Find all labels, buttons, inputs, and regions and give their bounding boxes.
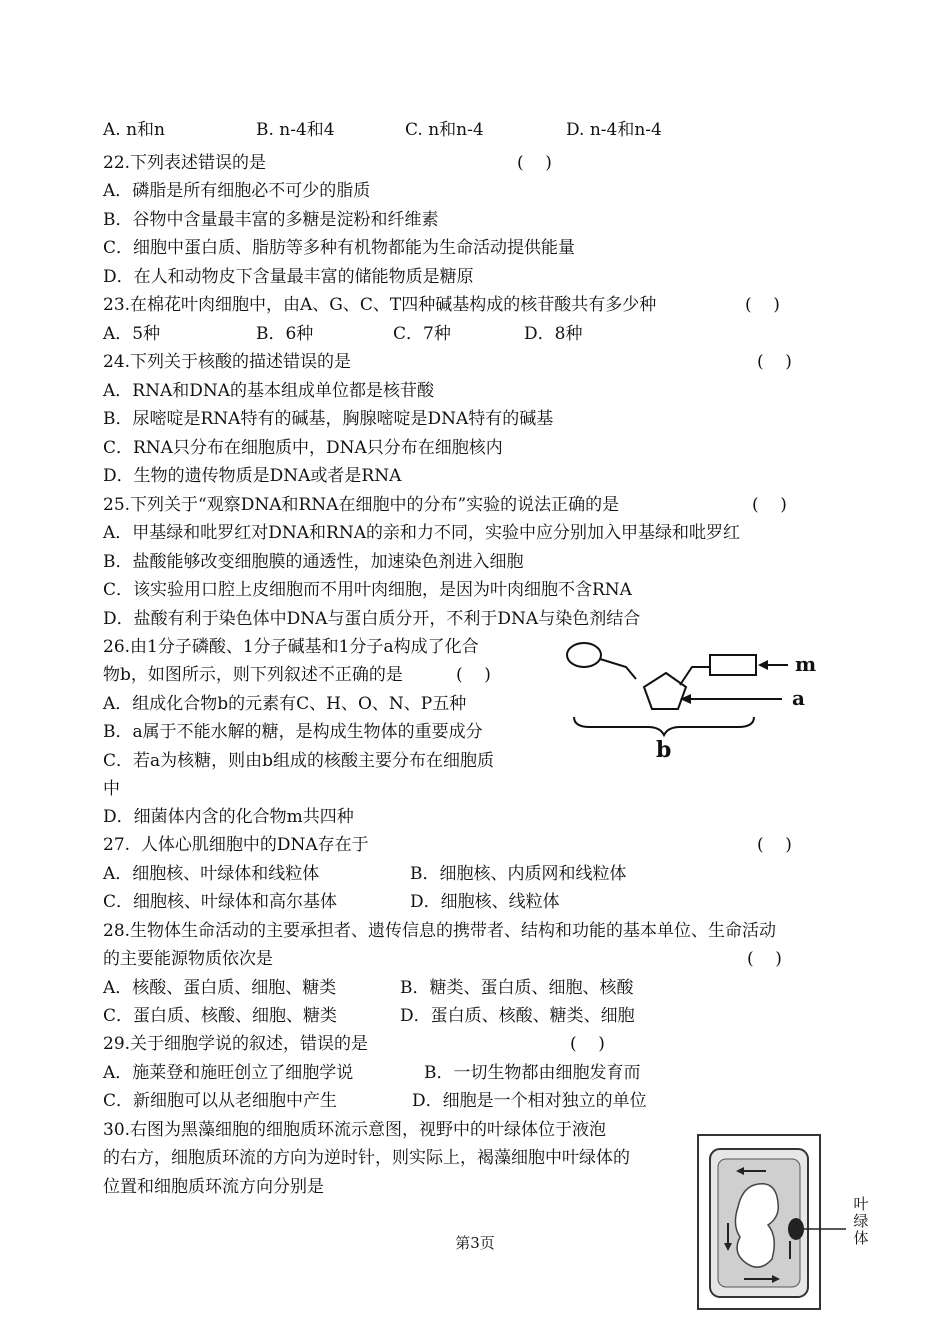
q29-option-c: C．新细胞可以从老细胞中产生 <box>103 1091 338 1111</box>
q26-stem-line1: 26.由1分子磷酸、1分子碱基和1分子a构成了化合 <box>103 637 479 657</box>
q27-option-d: D．细胞核、线粒体 <box>410 892 560 912</box>
q21-option-a: A. n和n <box>103 120 165 140</box>
base-bond <box>680 667 710 685</box>
q27-option-a: A．细胞核、叶绿体和线粒体 <box>103 864 320 884</box>
q30-line3: 位置和细胞质环流方向分别是 <box>103 1177 324 1197</box>
q30-line1: 30.右图为黑藻细胞的细胞质环流示意图，视野中的叶绿体位于液泡 <box>103 1120 607 1140</box>
q21-option-b: B. n-4和4 <box>256 120 335 140</box>
q23-option-a: A．5种 <box>103 324 161 344</box>
chloroplast-label: 叶绿体 <box>853 1195 869 1247</box>
q26-option-d: D．细菌体内含的化合物m共四种 <box>103 807 354 827</box>
label-a: a <box>792 686 805 710</box>
q28-stem-line1: 28.生物体生命活动的主要承担者、遗传信息的携带者、结构和功能的基本单位、生命活动 <box>103 921 777 941</box>
q22-stem: 22.下列表述错误的是 <box>103 153 267 173</box>
q26-option-a: A．组成化合物b的元素有C、H、O、N、P五种 <box>103 694 467 714</box>
q21-option-d: D. n-4和n-4 <box>566 120 662 140</box>
q25-option-b: B．盐酸能够改变细胞膜的通透性，加速染色剂进入细胞 <box>103 552 524 572</box>
nucleotide-diagram <box>560 635 850 765</box>
q28-stem-line2: 的主要能源物质依次是 <box>103 949 273 969</box>
cell-cyclosis-diagram <box>696 1133 876 1313</box>
q23-option-c: C．7种 <box>393 324 451 344</box>
q23-answer-paren: ( ) <box>745 295 780 315</box>
m-arrow-head <box>758 660 768 670</box>
q24-option-b: B．尿嘧啶是RNA特有的碱基，胸腺嘧啶是DNA特有的碱基 <box>103 409 554 429</box>
q27-option-c: C．细胞核、叶绿体和高尔基体 <box>103 892 338 912</box>
a-arrow-head <box>680 694 691 704</box>
q22-answer-paren: ( ) <box>517 153 552 173</box>
q27-stem: 27. 人体心肌细胞中的DNA存在于 <box>103 835 369 855</box>
q21-option-c: C. n和n-4 <box>405 120 484 140</box>
q26-stem-line2: 物b，如图所示，则下列叙述不正确的是 <box>103 665 403 685</box>
q27-option-b: B．细胞核、内质网和线粒体 <box>410 864 627 884</box>
label-m: m <box>795 652 817 676</box>
q25-option-a: A．甲基绿和吡罗红对DNA和RNA的亲和力不同，实验中应分别加入甲基绿和吡罗红 <box>103 523 741 543</box>
q25-option-d: D．盐酸有利于染色体中DNA与蛋白质分开，不利于DNA与染色剂结合 <box>103 609 641 629</box>
q24-option-a: A．RNA和DNA的基本组成单位都是核苷酸 <box>103 381 435 401</box>
q26-option-c-wrap: 中 <box>103 779 120 799</box>
q24-option-c: C．RNA只分布在细胞质中，DNA只分布在细胞核内 <box>103 438 503 458</box>
q26-answer-paren: ( ) <box>456 665 491 685</box>
q29-answer-paren: ( ) <box>570 1034 605 1054</box>
q30-line2: 的右方，细胞质环流的方向为逆时针，则实际上，褐藻细胞中叶绿体的 <box>103 1148 630 1168</box>
phosphate-circle <box>567 643 601 667</box>
q23-option-b: B．6种 <box>256 324 314 344</box>
q24-stem: 24.下列关于核酸的描述错误的是 <box>103 352 352 372</box>
q27-answer-paren: ( ) <box>757 835 792 855</box>
q26-option-c: C．若a为核糖，则由b组成的核酸主要分布在细胞质 <box>103 751 495 771</box>
q29-stem: 29.关于细胞学说的叙述，错误的是 <box>103 1034 369 1054</box>
q23-option-d: D．8种 <box>524 324 583 344</box>
q28-option-d: D．蛋白质、核酸、糖类、细胞 <box>400 1006 635 1026</box>
label-b: b <box>656 737 672 763</box>
base-rectangle <box>710 655 756 675</box>
q29-option-d: D．细胞是一个相对独立的单位 <box>412 1091 647 1111</box>
q25-answer-paren: ( ) <box>752 495 787 515</box>
b-brace <box>574 717 754 735</box>
q28-option-c: C．蛋白质、核酸、细胞、糖类 <box>103 1006 338 1026</box>
q24-option-d: D．生物的遗传物质是DNA或者是RNA <box>103 466 402 486</box>
page-number: 第3页 <box>455 1234 495 1252</box>
q28-option-b: B．糖类、蛋白质、细胞、核酸 <box>400 978 634 998</box>
q23-stem: 23.在棉花叶肉细胞中，由A、G、C、T四种碱基构成的核苷酸共有多少种 <box>103 295 657 315</box>
phosphate-bond <box>600 659 636 679</box>
q25-stem: 25.下列关于“观察DNA和RNA在细胞中的分布”实验的说法正确的是 <box>103 495 620 515</box>
q28-answer-paren: ( ) <box>747 949 782 969</box>
q29-option-b: B．一切生物都由细胞发育而 <box>424 1063 641 1083</box>
q24-answer-paren: ( ) <box>757 352 792 372</box>
q25-option-c: C．该实验用口腔上皮细胞而不用叶肉细胞，是因为叶肉细胞不含RNA <box>103 580 632 600</box>
q29-option-a: A．施莱登和施旺创立了细胞学说 <box>103 1063 354 1083</box>
q22-option-c: C．细胞中蛋白质、脂肪等多种有机物都能为生命活动提供能量 <box>103 238 576 258</box>
q22-option-d: D．在人和动物皮下含量最丰富的储能物质是糖原 <box>103 267 474 287</box>
q22-option-b: B．谷物中含量最丰富的多糖是淀粉和纤维素 <box>103 210 439 230</box>
pentose-pentagon <box>644 673 686 709</box>
q26-option-b: B．a属于不能水解的糖，是构成生物体的重要成分 <box>103 722 483 742</box>
q22-option-a: A．磷脂是所有细胞必不可少的脂质 <box>103 181 371 201</box>
q28-option-a: A．核酸、蛋白质、细胞、糖类 <box>103 978 337 998</box>
